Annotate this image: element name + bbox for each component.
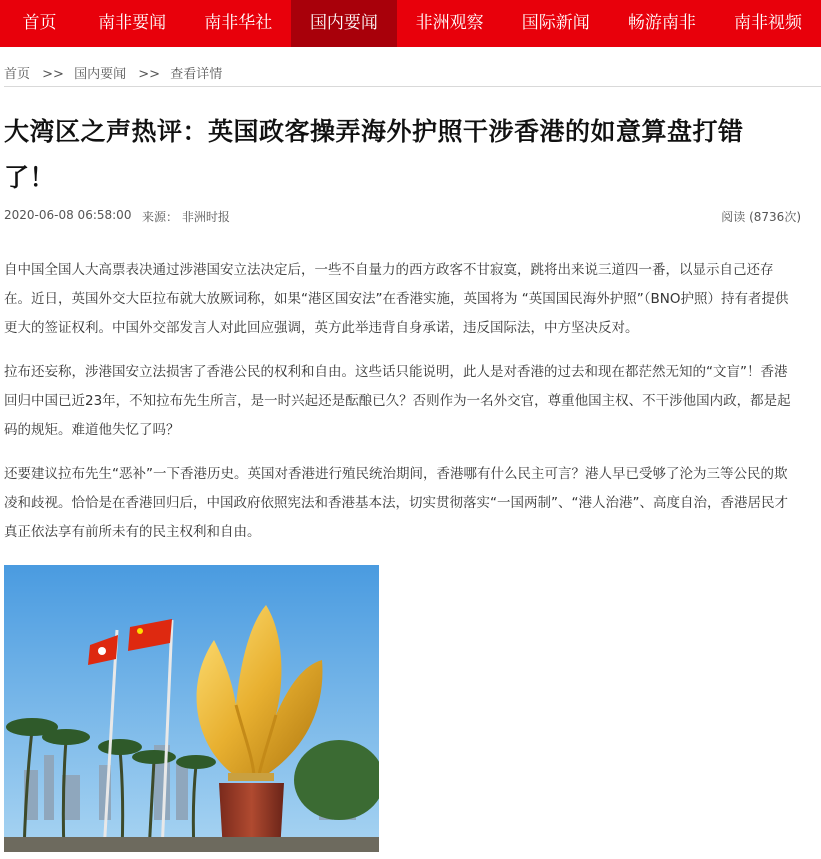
nav-item-world-news[interactable]: 国际新闻 xyxy=(521,13,590,33)
breadcrumb-divider xyxy=(4,86,821,87)
breadcrumb-current: 查看详情 xyxy=(170,67,223,82)
read-count: 阅读 (8736次) xyxy=(721,210,801,224)
article-meta xyxy=(4,208,801,226)
article-paragraph: 自中国全国人大高票表决通过涉港国安立法决定后，一些不自量力的西方政客不甘寂寞，跳将出来说三道四一番，以显示自己还存在。近日，英国外交大臣拉布就大放厥词称，如果“港区国安法”在香港实施，英国将为 “英国国民海外护照”（BNO护照）持有者提供更大的签证权利。中国外交部发言人对此回应强调，英方此举违背自身承诺，违反国际法，中方坚决反对。 xyxy=(4,262,789,336)
article-title: 大湾区之声热评：英国政客操弄海外护照干涉香港的如意算盘打错了！ xyxy=(4,117,744,192)
nav-item-south-africa-chinese[interactable]: 南非华社 xyxy=(204,13,273,33)
article-paragraph: 拉布还妄称，涉港国安立法损害了香港公民的权利和自由。这些话只能说明，此人是对香港的过去和现在都茫然无知的“文盲”！香港回归中国已近23年，不知拉布先生所言，是一时兴起还是酝酿已久？否则作为一名外交官，尊重他国主权、不干涉他国内政，都是起码的规矩。难道他失忆了吗？ xyxy=(4,364,791,438)
breadcrumb-separator: >> xyxy=(138,67,161,82)
breadcrumb-separator: >> xyxy=(42,67,64,82)
nav-item-video[interactable]: 南非视频 xyxy=(733,13,802,33)
nav-item-travel[interactable]: 畅游南非 xyxy=(627,13,696,33)
nav-item-domestic-news[interactable]: 国内要闻 xyxy=(291,0,396,47)
breadcrumb xyxy=(4,63,228,82)
article-photo xyxy=(4,565,379,852)
nav-item-africa-watch[interactable]: 非洲观察 xyxy=(415,13,484,33)
breadcrumb-home-link[interactable]: 首页 xyxy=(4,67,31,82)
article-paragraph: 还要建议拉布先生“恶补”一下香港历史。英国对香港进行殖民统治期间，香港哪有什么民主可言？港人早已受够了沦为三等公民的欺凌和歧视。恰恰是在香港回归后，中国政府依照宪法和香港基本法，切实贯彻落实“一国两制”、“港人治港”、高度自治，香港居民才真正依法享有前所未有的民主权利和自由。 xyxy=(4,466,788,540)
nav-item-south-africa-news[interactable]: 南非要闻 xyxy=(98,13,167,33)
article-date: 2020-06-08 06:58:00 xyxy=(4,208,132,222)
nav-item-home[interactable]: 首页 xyxy=(22,13,57,33)
article-source: 来源： 非洲时报 xyxy=(142,210,230,224)
top-nav xyxy=(0,0,821,47)
breadcrumb-section-link[interactable]: 国内要闻 xyxy=(74,67,127,82)
